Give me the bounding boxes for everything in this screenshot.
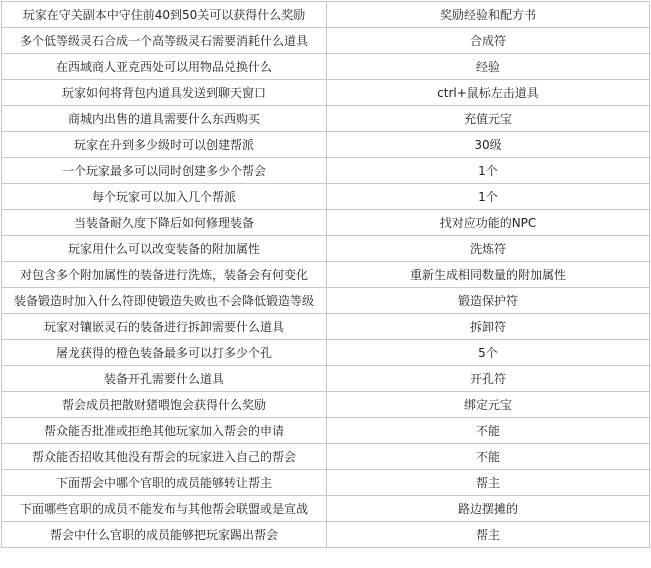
question-cell: 商城内出售的道具需要什么东西购买: [2, 106, 327, 132]
table-row: [2, 444, 650, 470]
answer-cell: 奖励经验和配方书: [327, 2, 650, 28]
answer-cell: 开孔符: [327, 366, 650, 392]
table-row: [2, 496, 650, 522]
question-cell: 玩家对镶嵌灵石的装备进行拆卸需要什么道具: [2, 314, 327, 340]
table-row: [2, 470, 650, 496]
table-row: [2, 522, 650, 548]
answer-cell: 不能: [327, 444, 650, 470]
table-row: [2, 2, 650, 28]
answer-cell: 重新生成相同数量的附加属性: [327, 262, 650, 288]
answer-cell: 合成符: [327, 28, 650, 54]
answer-cell: 路边摆摊的: [327, 496, 650, 522]
answer-cell: 找对应功能的NPC: [327, 210, 650, 236]
answer-cell: 30级: [327, 132, 650, 158]
table-row: [2, 184, 650, 210]
question-cell: 一个玩家最多可以同时创建多少个帮会: [2, 158, 327, 184]
table-row: [2, 262, 650, 288]
question-cell: 玩家在守关副本中守住前40到50关可以获得什么奖励: [2, 2, 327, 28]
table-row: [2, 158, 650, 184]
question-cell: 下面哪些官职的成员不能发布与其他帮会联盟或是宣战: [2, 496, 327, 522]
table-row: [2, 132, 650, 158]
answer-cell: 1个: [327, 158, 650, 184]
answer-cell: 帮主: [327, 470, 650, 496]
answer-cell: 1个: [327, 184, 650, 210]
answer-cell: 帮主: [327, 522, 650, 548]
question-cell: 帮会成员把散财猪喂饱会获得什么奖励: [2, 392, 327, 418]
question-cell: 下面帮会中哪个官职的成员能够转让帮主: [2, 470, 327, 496]
question-cell: 玩家在升到多少级时可以创建帮派: [2, 132, 327, 158]
table-row: [2, 314, 650, 340]
table-row: [2, 366, 650, 392]
answer-cell: 5个: [327, 340, 650, 366]
table-row: [2, 210, 650, 236]
answer-cell: 经验: [327, 54, 650, 80]
table-row: [2, 340, 650, 366]
table-row: [2, 418, 650, 444]
answer-cell: 充值元宝: [327, 106, 650, 132]
answer-cell: 绑定元宝: [327, 392, 650, 418]
question-cell: 帮众能否招收其他没有帮会的玩家进入自己的帮会: [2, 444, 327, 470]
question-cell: 每个玩家可以加入几个帮派: [2, 184, 327, 210]
question-cell: 装备开孔需要什么道具: [2, 366, 327, 392]
answer-cell: 锻造保护符: [327, 288, 650, 314]
table-row: [2, 392, 650, 418]
table-row: [2, 80, 650, 106]
question-cell: 多个低等级灵石合成一个高等级灵石需要消耗什么道具: [2, 28, 327, 54]
question-cell: 对包含多个附加属性的装备进行洗炼，装备会有何变化: [2, 262, 327, 288]
question-cell: 当装备耐久度下降后如何修理装备: [2, 210, 327, 236]
table-row: [2, 288, 650, 314]
answer-cell: 洗炼符: [327, 236, 650, 262]
question-cell: 屠龙获得的橙色装备最多可以打多少个孔: [2, 340, 327, 366]
table-row: [2, 236, 650, 262]
question-cell: 装备锻造时加入什么符即使锻造失败也不会降低锻造等级: [2, 288, 327, 314]
qa-table: [1, 1, 650, 548]
table-row: [2, 106, 650, 132]
table-row: [2, 28, 650, 54]
question-cell: 帮会中什么官职的成员能够把玩家踢出帮会: [2, 522, 327, 548]
answer-cell: 不能: [327, 418, 650, 444]
question-cell: 玩家如何将背包内道具发送到聊天窗口: [2, 80, 327, 106]
answer-cell: ctrl+鼠标左击道具: [327, 80, 650, 106]
question-cell: 帮众能否批准或拒绝其他玩家加入帮会的申请: [2, 418, 327, 444]
question-cell: 玩家用什么可以改变装备的附加属性: [2, 236, 327, 262]
table-row: [2, 54, 650, 80]
answer-cell: 拆卸符: [327, 314, 650, 340]
qa-table-body: [2, 2, 650, 548]
question-cell: 在西域商人亚克西处可以用物品兑换什么: [2, 54, 327, 80]
